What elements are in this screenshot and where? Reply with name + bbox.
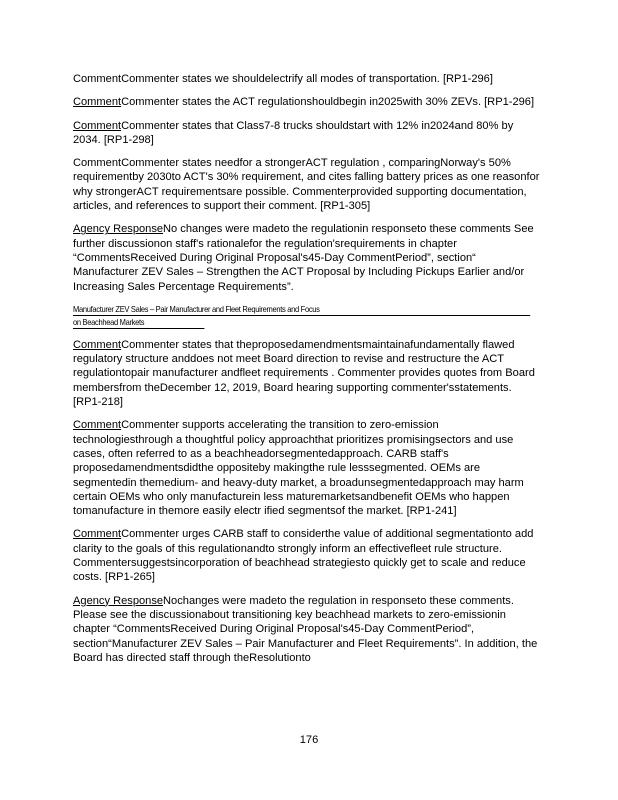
agency-response-paragraph-2 [73,594,541,665]
comment-text: Commenter states we shouldelectrify all modes of transportation. [RP1-296] [121,73,493,85]
section-subheading [73,303,494,329]
subheading-line-2: on Beachhead Markets [73,316,204,329]
comment-paragraph-2 [73,95,541,109]
comment-paragraph-7 [73,527,541,584]
comment-paragraph-6 [73,418,541,518]
agency-response-label: Agency Response [73,594,164,607]
comment-label: Comment [73,419,122,432]
comment-text: Commenter states that theproposedamendmentsmaintainafundamentally flawed regulatory structure anddoes not meet Board direction to revise and restructure the ACT regulationtopair manufacturer andfleet requirements . Commenter provides quotes from Board membersfrom theDecember 12, 2019, Board hearing supporting commenter'sstatements. [RP1-218] [73,338,535,409]
agency-response-paragraph-1 [73,222,541,293]
agency-response-label: Agency Response [73,223,164,236]
subheading-line-1: Manufacturer ZEV Sales – Pair Manufacturer and Fleet Requirements and Focus [73,303,530,316]
agency-response-text: Nochanges were madeto the regulation in responseto these comments. Please see the discussionabout transitioning key beachhead markets to zero-emissionin chapter “CommentsReceived During Original Proposal's45-Day CommentPeriod”, section“Manufacturer ZEV Sales – Pair Manufacturer and Fleet Requirements”. In addition, the Board has directed staff through theResolutionto [73,594,538,664]
comment-text: Commenter urges CARB staff to considerthe value of additional segmentationto add clarity to the goals of this regulationandto strongly inform an effectivefleet rule structure. Commentersuggestsincorporation of beachhead strategiesto quickly get to scale and reduce costs. [RP1-265] [73,528,534,584]
comment-label: Comment [73,119,122,132]
comment-paragraph-3 [73,119,541,148]
comment-label: Comment [73,528,122,541]
agency-response-text: No changes were madeto the regulationin responseto these comments See further discussionon staff's rationalefor the regulation'srequirements in chapter “CommentsReceived During Original Proposal's45-Day CommentPeriod”, section“ Manufacturer ZEV Sales – Strengthen the ACT Proposal by Including Pickups Earlier and/or Increasing Sales Percentage Requirements”. [73,223,534,293]
comment-label: Comment [73,96,122,109]
comment-text: Commenter supports accelerating the transition to zero-emission technologiesthrough a thoughtful policy approachthat prioritizes promisingsectors and use cases, often referred to as a beachheadorsegmentedapproach. CARB staff's proposedamendmentsdidthe oppositeby makingthe rule lesssegmented. OEMs are segmentedin themedium- and heavy-duty market, a broadunsegmentedapproach may harm certain OEMs who only manufacturein less maturemarketsandbenefit OEMs who happen tomanufacture in themore easily electr ified segmentsof the market. [RP1-241] [73,419,524,518]
document-page [73,72,541,674]
comment-label: Comment [73,157,122,170]
page-number: 176 [299,734,319,746]
comment-text: Commenter states that Class7-8 trucks shouldstart with 12% in2024and 80% by 2034. [RP1-298] [73,119,514,146]
comment-text: Commenter states needfor a strongerACT regulation , comparingNorway's 50% requirementby 2030to ACT's 30% requirement, and cites falling battery prices as one reasonfor why strongerACT requirementsare possible. Commenterprovided supporting documentation, articles, and references to support their comment. [RP1-305] [73,157,540,213]
comment-text: Commenter states the ACT regulationshouldbegin in2025with 30% ZEVs. [RP1-296] [121,96,535,109]
comment-label: Comment [73,338,122,351]
comment-label: Comment [73,73,122,85]
comment-paragraph-4 [73,156,541,213]
comment-paragraph-1 [73,72,541,86]
comment-paragraph-5 [73,338,541,409]
